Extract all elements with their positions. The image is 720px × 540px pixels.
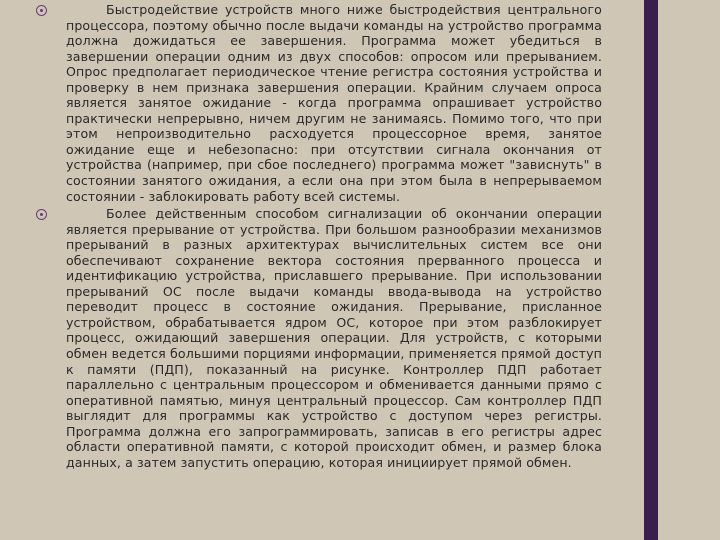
slide-content bbox=[36, 2, 602, 470]
bullet-target-icon bbox=[36, 5, 47, 16]
paragraph-interrupts: Более действенным способом сигнализации об окончании операции является прерывание от устройства. При большом разнообразии механизмов прерываний в разных архитектурах вычислительных систем все они обеспечивают сохранение вектора состояния прерванного процесса и идентификацию устройства, приславшего прерывание. При использовании прерываний ОС после выдачи команды ввода-вывода на устройство переводит процесс в состояние ожидания. Прерывание, присланное устройством, обрабатывается ядром ОС, которое при этом разблокирует процесс, ожидающий завершения операции. Для устройств, с которыми обмен ведется большими порциями информации, применяется прямой доступ к памяти (ПДП), показанный на рисунке. Контроллер ПДП работает параллельно с центральным процессором и обменивается данными прямо с оперативной памятью, минуя центральный процессор. Сам контроллер ПДП выглядит для программы как устройство с доступом через регистры. Программа должна его запрограммировать, записав в его регистры адрес области оперативной памяти, с которой происходит обмен, и размер блока данных, а затем запустить операцию, которая инициирует прямой обмен. bbox=[66, 206, 602, 470]
bullet-item-2 bbox=[36, 206, 602, 470]
paragraph-polling: Быстродействие устройств много ниже быстродействия центрального процессора, поэтому обычно после выдачи команды на устройство программа должна дожидаться ее завершения. Программа может убедиться в завершении операции одним из двух способов: опросом или прерыванием. Опрос предполагает периодическое чтение регистра состояния устройства и проверку в нем признака завершения операции. Крайним случаем опроса является занятое ожидание - когда программа опрашивает устройство практически непрерывно, ничем другим не занимаясь. Помимо того, что при этом непроизводительно расходуется процессорное время, занятое ожидание еще и небезопасно: при отсутствии сигнала окончания от устройства (например, при сбое последнего) программа может "зависнуть" в состоянии занятого ожидания, а если она при этом была в непрерываемом состоянии - заблокировать работу всей системы. bbox=[66, 2, 602, 204]
accent-bar bbox=[644, 0, 658, 540]
bullet-target-icon bbox=[36, 209, 47, 220]
bullet-item-1 bbox=[36, 2, 602, 204]
